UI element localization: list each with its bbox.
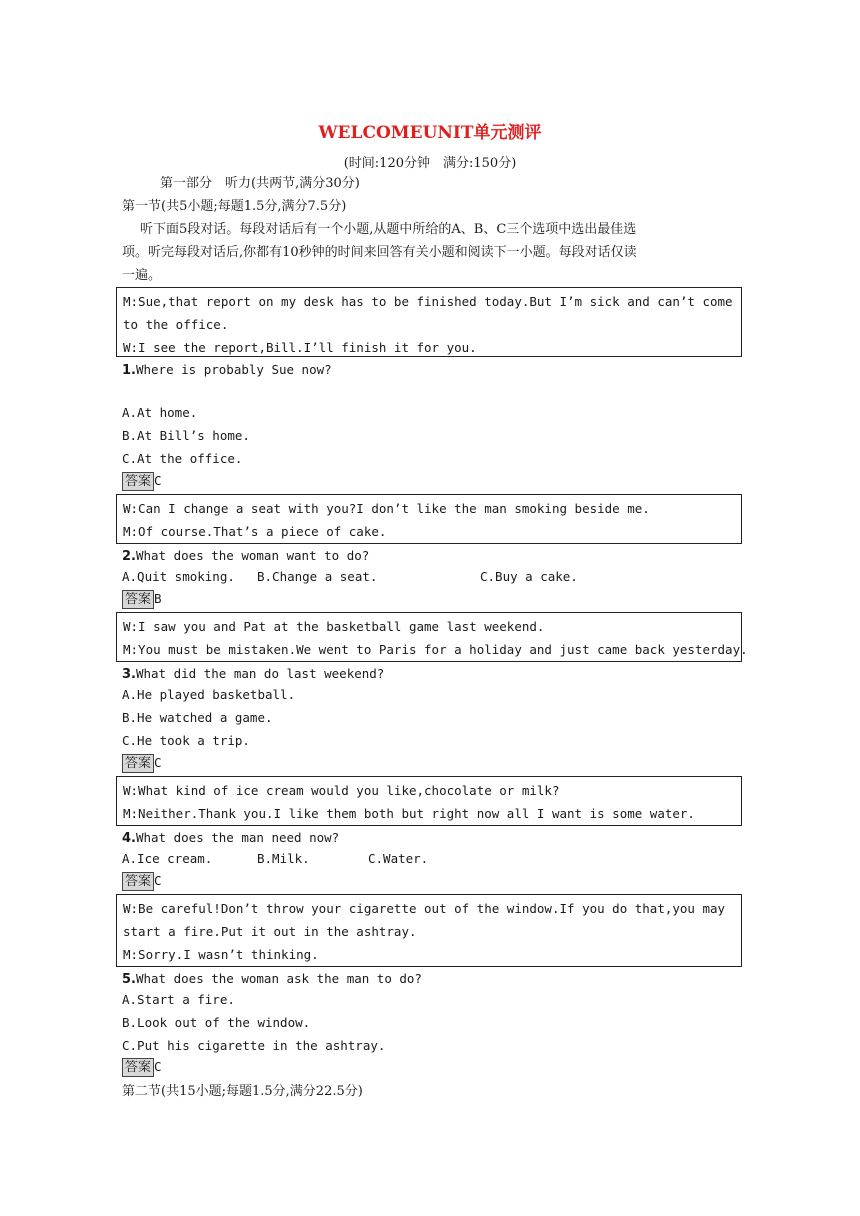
question-stem [122,360,332,381]
section1-heading: 第一节(共5小题;每题1.5分,满分7.5分) [122,199,347,214]
answer-row [122,872,162,891]
question-number: 2. [122,549,136,564]
dialog-line: to the office. [123,317,229,332]
question-number: 1. [122,363,136,378]
question-text: What does the woman ask the man to do? [135,971,422,986]
instructions-line: 项。听完每段对话后,你都有10秒钟的时间来回答有关小题和阅读下一小题。每段对话仅读 [122,245,637,260]
dialog-line: M:Neither.Thank you.I like them both but right now all I want is some water. [123,806,695,821]
option: A.Start a fire. [122,992,235,1007]
option: B.He watched a game. [122,710,273,725]
answer-label: 答案 [122,472,154,491]
option: B.At Bill’s home. [122,428,250,443]
option: C.Buy a cake. [480,569,578,584]
answer-value: C [154,755,162,770]
dialog-box [116,494,742,544]
question-text: What does the man need now? [135,830,340,845]
answer-value: C [154,873,162,888]
answer-row [122,1058,162,1077]
option: B.Change a seat. [257,569,378,584]
question-stem [122,969,422,990]
question-number: 5. [122,972,136,987]
option: A.He played basketball. [122,687,296,702]
instructions-line: 听下面5段对话。每段对话后有一个小题,从题中所给的A、B、C三个选项中选出最佳选 [140,222,637,237]
answer-row [122,472,162,491]
dialog-line: start a fire.Put it out in the ashtray. [123,924,417,939]
option: C.He took a trip. [122,733,250,748]
dialog-line: W:I saw you and Pat at the basketball game last weekend. [123,619,545,634]
option: A.At home. [122,405,198,420]
dialog-box [116,612,748,662]
page-title: WELCOMEUNIT单元测评 [318,123,542,143]
option: A.Quit smoking. [122,569,235,584]
option: B.Milk. [257,851,310,866]
answer-value: C [154,473,162,488]
question-text: What did the man do last weekend? [135,666,385,681]
option: C.Put his cigarette in the ashtray. [122,1038,386,1053]
answer-value: C [154,1059,162,1074]
dialog-box [116,776,742,826]
dialog-line: M:You must be mistaken.We went to Paris for a holiday and just came back yesterday. [123,642,748,657]
question-number: 3. [122,667,136,682]
option: C.At the office. [122,451,243,466]
answer-label: 答案 [122,872,154,891]
part-heading: 第一部分 听力(共两节,满分30分) [160,176,360,191]
dialog-box [116,287,742,357]
answer-label: 答案 [122,1058,154,1077]
question-stem [122,664,384,685]
dialog-line: M:Of course.That’s a piece of cake. [123,524,387,539]
answer-value: B [154,591,162,606]
page-subtitle: (时间:120分钟 满分:150分) [343,156,517,171]
question-text: What does the woman want to do? [135,548,370,563]
option: B.Look out of the window. [122,1015,311,1030]
dialog-line: W:What kind of ice cream would you like,chocolate or milk? [123,783,560,798]
dialog-line: W:I see the report,Bill.I’ll finish it for you. [123,340,477,355]
dialog-line: M:Sorry.I wasn’t thinking. [123,947,319,962]
answer-label: 答案 [122,754,154,773]
answer-row [122,754,162,773]
question-stem [122,546,369,567]
question-number: 4. [122,831,136,846]
dialog-line: W:Be careful!Don’t throw your cigarette out of the window.If you do that,you may [123,901,726,916]
answer-label: 答案 [122,590,154,609]
question-text: Where is probably Sue now? [135,362,332,377]
option: C.Water. [368,851,429,866]
dialog-box [116,894,742,967]
dialog-line: M:Sue,that report on my desk has to be finished today.But I’m sick and can’t come [123,294,733,309]
instructions-line: 一遍。 [122,268,162,283]
section2-heading: 第二节(共15小题;每题1.5分,满分22.5分) [122,1084,363,1099]
dialog-line: W:Can I change a seat with you?I don’t like the man smoking beside me. [123,501,650,516]
answer-row [122,590,162,609]
option: A.Ice cream. [122,851,213,866]
question-stem [122,828,339,849]
